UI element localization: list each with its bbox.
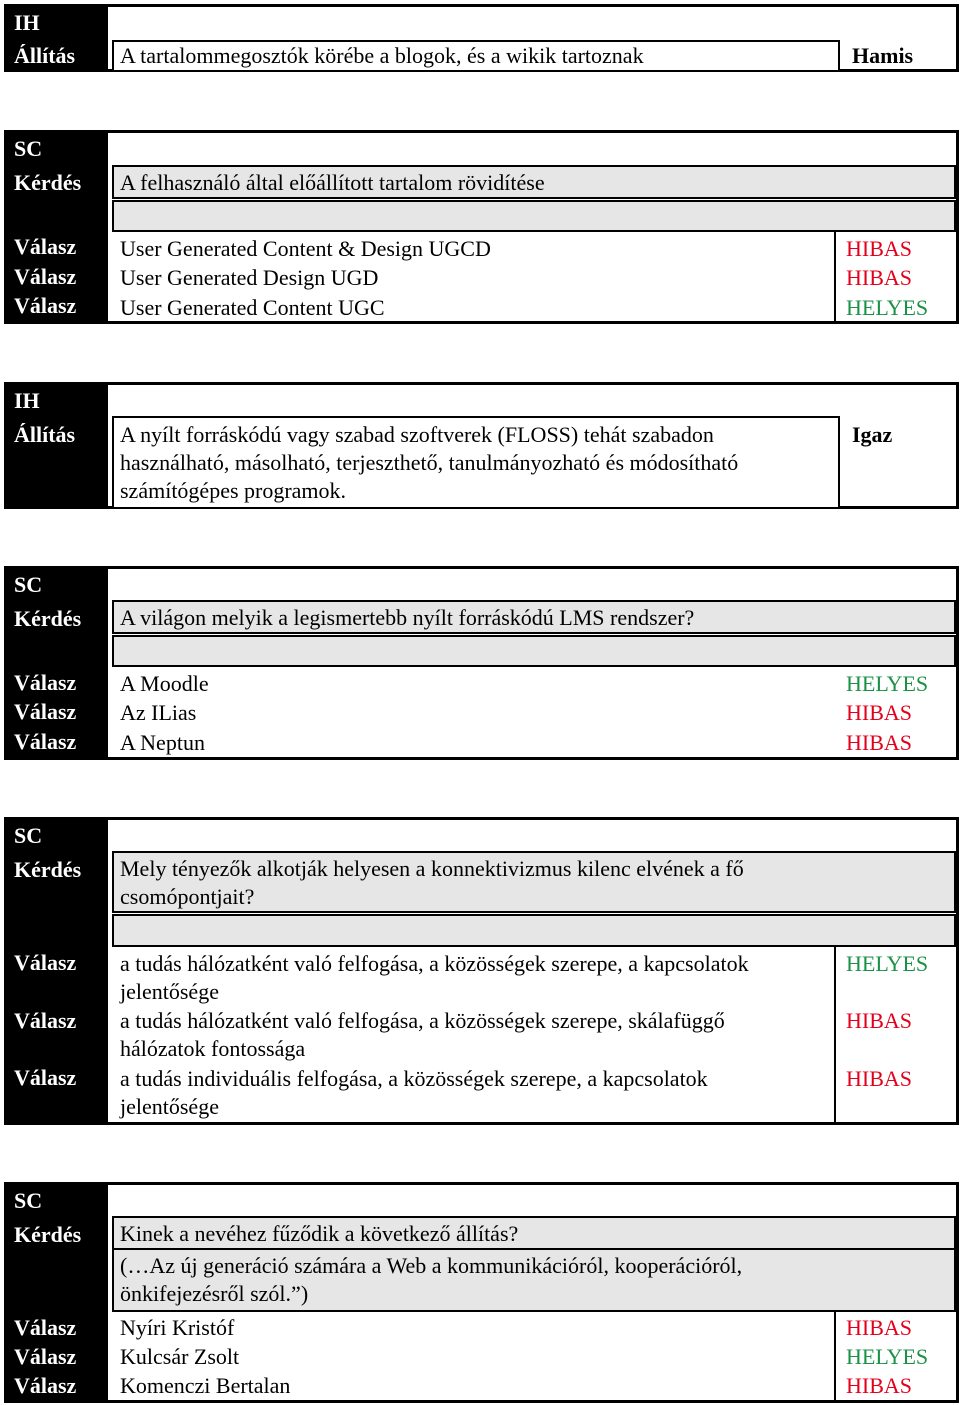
answer-text: Komenczi Bertalan xyxy=(120,1373,291,1398)
answer-text: A Neptun xyxy=(120,730,205,755)
answer-label: Válasz xyxy=(14,264,77,289)
statement-text-line: számítógépes programok. xyxy=(120,478,347,503)
answer-text-line: a tudás individuális felfogása, a közösségek szerepe, a kapcsolatok xyxy=(120,1066,708,1091)
question-label: Kérdés xyxy=(14,606,82,631)
answer-text: Az ILias xyxy=(120,700,197,725)
answer-result: HELYES xyxy=(846,1344,929,1369)
answer-text: Nyíri Kristóf xyxy=(120,1315,235,1340)
statement-label: Állítás xyxy=(14,43,76,68)
answer-result: HIBAS xyxy=(846,1315,913,1340)
type-label: IH xyxy=(14,388,40,413)
question-label: Kérdés xyxy=(14,170,82,195)
answer-text-line: jelentősége xyxy=(120,1094,219,1119)
label-column xyxy=(4,819,108,1123)
answer-result: HELYES xyxy=(846,295,929,320)
statement-text: A tartalommegosztók körébe a blogok, és a wikik tartoznak xyxy=(120,43,644,68)
statement-value: Igaz xyxy=(852,422,893,447)
divider xyxy=(838,416,840,509)
statement-label: Állítás xyxy=(14,422,76,447)
answer-label: Válasz xyxy=(14,670,77,695)
answer-result: HIBAS xyxy=(846,1373,913,1398)
question-text: A felhasználó által előállított tartalom rövidítése xyxy=(120,170,545,195)
question-text: Kinek a nevéhez fűződik a következő állítás? xyxy=(120,1221,519,1246)
question-text-line: csomópontjait? xyxy=(120,884,255,909)
answer-text: A Moodle xyxy=(120,671,209,696)
answer-result: HIBAS xyxy=(846,1066,913,1091)
answer-result: HELYES xyxy=(846,671,929,696)
type-label: IH xyxy=(14,10,40,35)
answer-result: HIBAS xyxy=(846,730,913,755)
quote-text-line: önkifejezésről szól.”) xyxy=(120,1281,309,1306)
type-label: SC xyxy=(14,823,43,848)
answer-text-line: jelentősége xyxy=(120,979,219,1004)
answer-label: Válasz xyxy=(14,729,77,754)
answer-result: HIBAS xyxy=(846,1008,913,1033)
answer-label: Válasz xyxy=(14,1315,77,1340)
label-column xyxy=(4,132,108,322)
label-column xyxy=(4,568,108,758)
quote-text-line: (…Az új generáció számára a Web a kommunikációról, kooperációról, xyxy=(120,1253,743,1278)
type-label: SC xyxy=(14,1188,43,1213)
answer-text-line: a tudás hálózatként való felfogása, a közösségek szerepe, a kapcsolatok xyxy=(120,951,749,976)
answer-label: Válasz xyxy=(14,950,77,975)
statement-value: Hamis xyxy=(852,43,914,68)
answer-result: HIBAS xyxy=(846,236,913,261)
answer-text-line: hálózatok fontossága xyxy=(120,1036,306,1061)
answer-result: HIBAS xyxy=(846,265,913,290)
answer-label: Válasz xyxy=(14,234,77,259)
answer-label: Válasz xyxy=(14,699,77,724)
answer-label: Válasz xyxy=(14,1008,77,1033)
question-blank-row xyxy=(112,200,956,232)
question-text-line: Mely tényezők alkotják helyesen a konnektivizmus kilenc elvének a fő xyxy=(120,856,744,881)
question-blank-row xyxy=(112,635,956,667)
question-text: A világon melyik a legismertebb nyílt forráskódú LMS rendszer? xyxy=(120,605,695,630)
answer-text: User Generated Content & Design UGCD xyxy=(120,236,491,261)
divider xyxy=(834,947,836,1125)
answer-text: Kulcsár Zsolt xyxy=(120,1344,240,1369)
label-column xyxy=(4,6,108,70)
answer-text: User Generated Content UGC xyxy=(120,295,385,320)
divider xyxy=(838,40,840,72)
answer-label: Válasz xyxy=(14,293,77,318)
answer-label: Válasz xyxy=(14,1065,77,1090)
type-label: SC xyxy=(14,572,43,597)
answer-label: Válasz xyxy=(14,1344,77,1369)
answer-text: User Generated Design UGD xyxy=(120,265,379,290)
question-blank-row xyxy=(112,914,956,947)
statement-text-line: A nyílt forráskódú vagy szabad szoftverek (FLOSS) tehát szabadon xyxy=(120,422,714,447)
answer-label: Válasz xyxy=(14,1373,77,1398)
divider xyxy=(834,1312,836,1403)
question-label: Kérdés xyxy=(14,1222,82,1247)
label-column xyxy=(4,1184,108,1401)
question-label: Kérdés xyxy=(14,857,82,882)
statement-text-line: használható, másolható, terjeszthető, tanulmányozható és módosítható xyxy=(120,450,739,475)
answer-result: HELYES xyxy=(846,951,929,976)
answer-text-line: a tudás hálózatként való felfogása, a közösségek szerepe, skálafüggő xyxy=(120,1008,725,1033)
label-column xyxy=(4,384,108,507)
answer-result: HIBAS xyxy=(846,700,913,725)
divider xyxy=(834,232,836,324)
type-label: SC xyxy=(14,136,43,161)
